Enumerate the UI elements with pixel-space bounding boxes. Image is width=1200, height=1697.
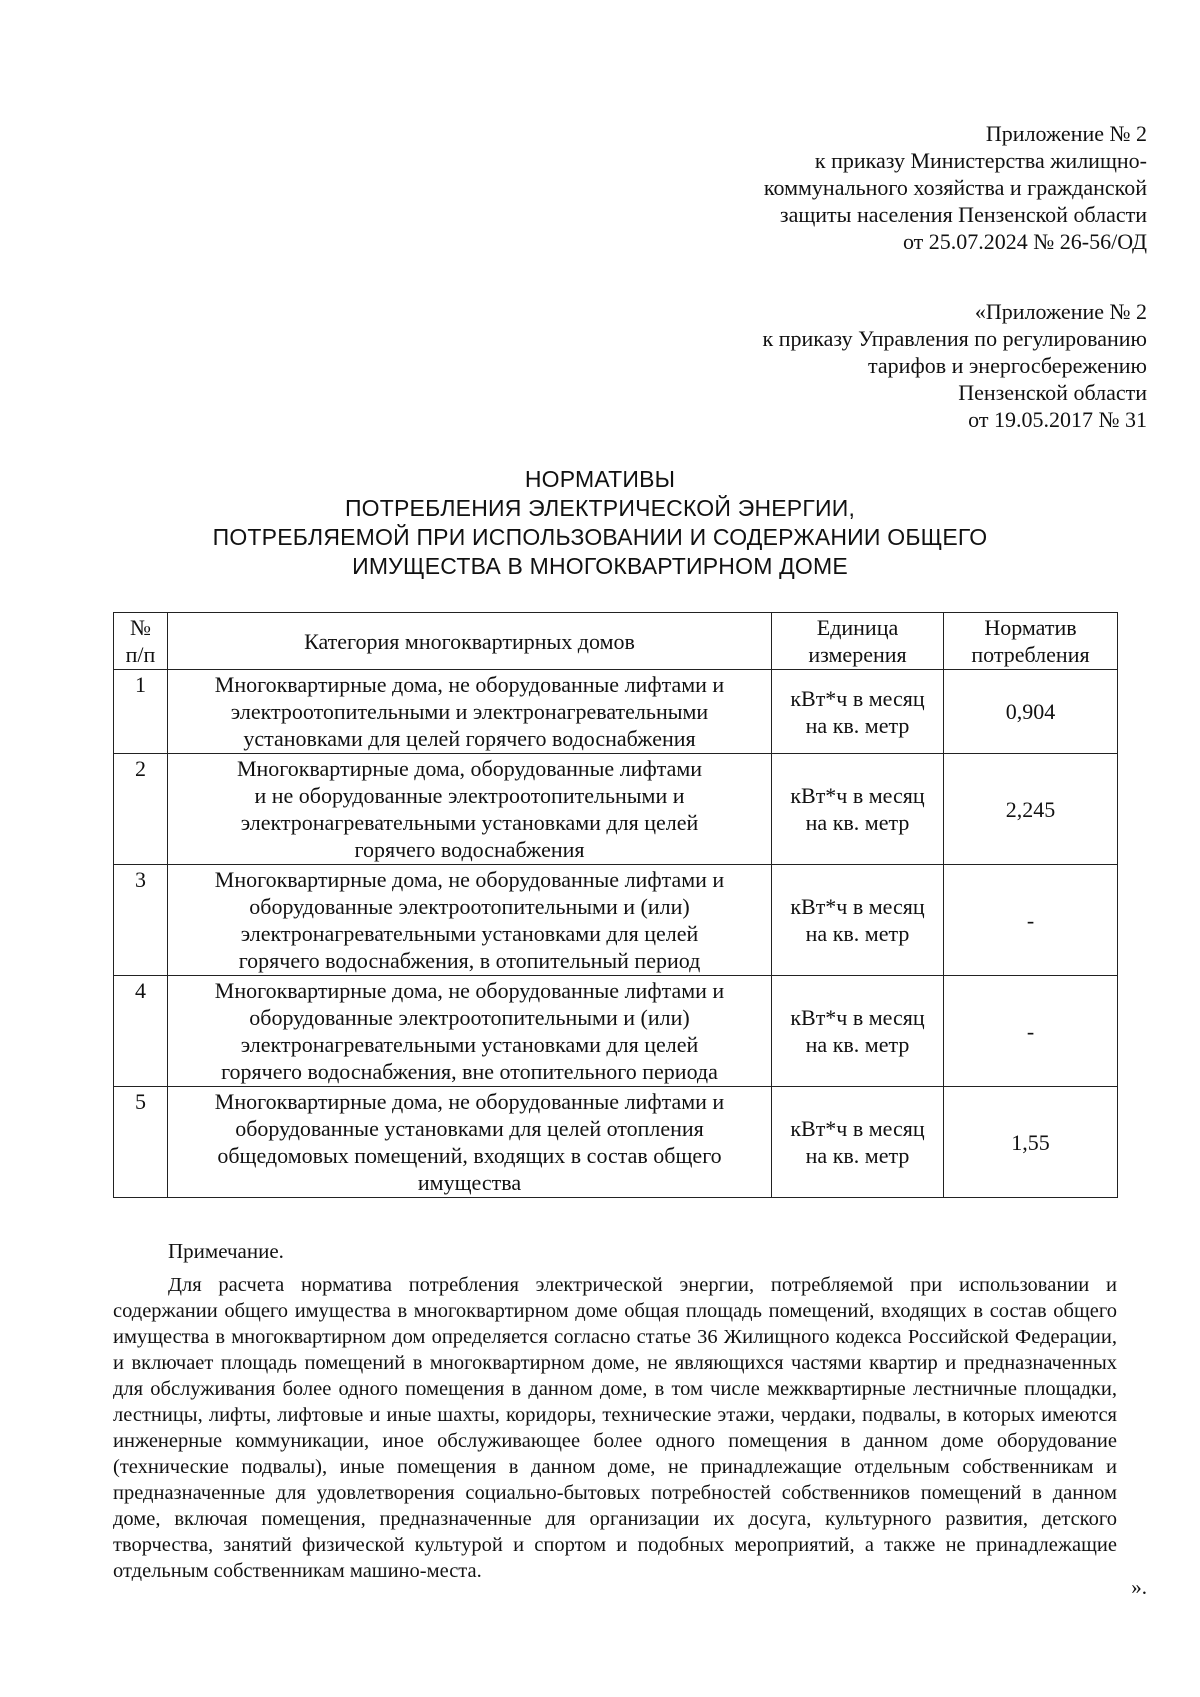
- row-norm: 2,245: [944, 754, 1118, 865]
- source-appendix-line: к приказу Управления по регулированию: [762, 326, 1147, 351]
- source-appendix-line: «Приложение № 2: [974, 299, 1147, 324]
- row-norm: 0,904: [944, 670, 1118, 754]
- table-row: [114, 754, 1118, 865]
- row-norm: -: [944, 976, 1118, 1087]
- row-num: 2: [114, 754, 168, 865]
- row-norm: 1,55: [944, 1087, 1118, 1198]
- header-category: Категория многоквартирных домов: [168, 613, 772, 670]
- appendix-header: [764, 120, 1147, 255]
- header-unit: Единица измерения: [772, 613, 944, 670]
- row-norm: -: [944, 865, 1118, 976]
- row-category: Многоквартирные дома, не оборудованные лифтами и оборудованные установками для целей отопления общедомовых помещений, входящих в состав общего имущества: [168, 1087, 772, 1198]
- appendix-line: от 25.07.2024 № 26-56/ОД: [902, 229, 1147, 254]
- row-unit: кВт*ч в месяц на кв. метр: [772, 754, 944, 865]
- appendix-line: защиты населения Пензенской области: [779, 202, 1147, 227]
- row-unit: кВт*ч в месяц на кв. метр: [772, 976, 944, 1087]
- table-row: [114, 670, 1118, 754]
- appendix-line: Приложение № 2: [985, 121, 1147, 146]
- source-appendix-line: от 19.05.2017 № 31: [968, 407, 1147, 432]
- row-category: Многоквартирные дома, не оборудованные лифтами и электроотопительными и электронагревательными установками для целей горячего водоснабжения: [168, 670, 772, 754]
- row-unit: кВт*ч в месяц на кв. метр: [772, 865, 944, 976]
- source-appendix-line: тарифов и энергосбережению: [868, 353, 1147, 378]
- appendix-line: к приказу Министерства жилищно-: [814, 148, 1147, 173]
- appendix-line: коммунального хозяйства и гражданской: [763, 175, 1147, 200]
- norms-table: [113, 612, 1118, 1198]
- row-unit: кВт*ч в месяц на кв. метр: [772, 670, 944, 754]
- table-row: [114, 976, 1118, 1087]
- title-line: ПОТРЕБЛЕНИЯ ЭЛЕКТРИЧЕСКОЙ ЭНЕРГИИ,: [344, 495, 856, 521]
- note-heading: Примечание.: [168, 1239, 284, 1263]
- row-unit: кВт*ч в месяц на кв. метр: [772, 1087, 944, 1198]
- header-norm: Норматив потребления: [944, 613, 1118, 670]
- header-num: № п/п: [114, 613, 168, 670]
- row-category: Многоквартирные дома, не оборудованные лифтами и оборудованные электроотопительными и (или) электронагревательными установками для целей горячего водоснабжения, в отопительный период: [168, 865, 772, 976]
- source-appendix-header: [763, 298, 1147, 433]
- row-num: 3: [114, 865, 168, 976]
- row-category: Многоквартирные дома, оборудованные лифтами и не оборудованные электроотопительными и электронагревательными установками для целей горячего водоснабжения: [168, 754, 772, 865]
- document-title: [120, 465, 1080, 581]
- title-line: НОРМАТИВЫ: [524, 466, 676, 492]
- title-line: ПОТРЕБЛЯЕМОЙ ПРИ ИСПОЛЬЗОВАНИИ И СОДЕРЖАНИИ ОБЩЕГО: [212, 524, 988, 550]
- source-appendix-line: Пензенской области: [958, 380, 1147, 405]
- row-num: 4: [114, 976, 168, 1087]
- closing-quote: ».: [1131, 1575, 1147, 1599]
- title-line: ИМУЩЕСТВА В МНОГОКВАРТИРНОМ ДОМЕ: [352, 553, 848, 579]
- row-category: Многоквартирные дома, не оборудованные лифтами и оборудованные электроотопительными и (или) электронагревательными установками для целей горячего водоснабжения, вне отопительного периода: [168, 976, 772, 1087]
- table-row: [114, 1087, 1118, 1198]
- row-num: 5: [114, 1087, 168, 1198]
- row-num: 1: [114, 670, 168, 754]
- note-paragraph: Для расчета норматива потребления электрической энергии, потребляемой при использовании и содержании общего имущества в многоквартирном доме общая площадь помещений, входящих в состав общего имущества в многоквартирном дом определяется согласно статье 36 Жилищного кодекса Российской Федерации, и включает площадь помещений в многоквартирном доме, не являющихся частями квартир и предназначенных для обслуживания более одного помещения в данном доме, в том числе межквартирные лестничные площадки, лестницы, лифты, лифтовые и иные шахты, коридоры, технические этажи, чердаки, подвалы, в которых имеются инженерные коммуникации, иное обслуживающее более одного помещения в данном доме оборудование (технические подвалы), иные помещения в данном доме, не принадлежащие отдельным собственникам и предназначенные для удовлетворения социально-бытовых потребностей собственников помещений в данном доме, включая помещения, предназначенные для организации их досуга, культурного развития, детского творчества, занятий физической культурой и спортом и подобных мероприятий, а также не принадлежащие отдельным собственникам машино-места.: [113, 1274, 1117, 1582]
- table-header-row: [114, 613, 1118, 670]
- table-row: [114, 865, 1118, 976]
